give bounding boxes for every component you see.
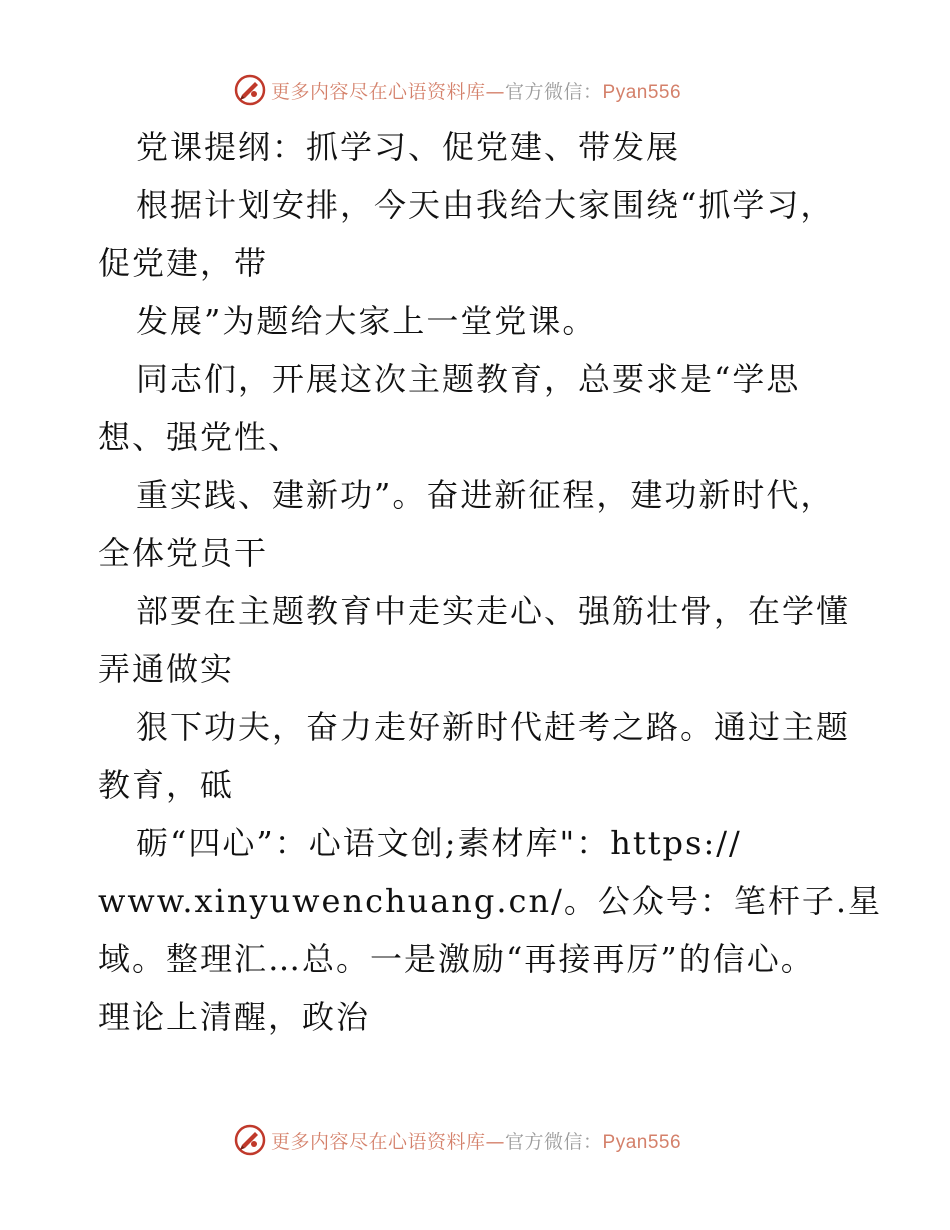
paragraph-line: 理论上清醒，政治 xyxy=(98,998,371,1036)
pen-seal-logo-icon xyxy=(233,73,267,107)
pen-seal-logo-icon xyxy=(233,1123,267,1157)
paragraph-line: www.xinyuwenchuang.cn/。公众号：笔杆子.星 xyxy=(98,882,883,920)
paragraph-line: 教育，砥 xyxy=(98,766,235,804)
paragraph-line: 狠下功夫，奋力走好新时代赶考之路。通过主题 xyxy=(136,708,851,746)
paragraph-line: 域。整理汇…总。一是激励“再接再厉”的信心。 xyxy=(98,940,815,978)
paragraph-line: 重实践、建新功”。奋进新征程，建功新时代， xyxy=(136,476,835,514)
paragraph-line: 发展”为题给大家上一堂党课。 xyxy=(136,302,597,340)
paragraph-line: 全体党员干 xyxy=(98,534,269,572)
banner-main: 更多内容尽在心语资料库— xyxy=(271,1130,506,1153)
paragraph-line: 砺“四心”：心语文创;素材库"：https:// xyxy=(136,824,742,862)
banner-main: 更多内容尽在心语资料库— xyxy=(271,80,506,103)
paragraph-line: 想、强党性、 xyxy=(98,418,303,456)
header-banner xyxy=(233,72,681,108)
paragraph-line: 部要在主题教育中走实走心、强筋壮骨，在学懂 xyxy=(136,592,851,630)
banner-wechat-id: Pyan556 xyxy=(602,81,682,103)
banner-wechat-label: 官方微信： xyxy=(505,80,603,103)
paragraph-line: 弄通做实 xyxy=(98,650,235,688)
paragraph-line: 根据计划安排，今天由我给大家围绕“抓学习， xyxy=(136,186,835,224)
banner-text xyxy=(271,1127,681,1154)
banner-text xyxy=(271,77,681,104)
paragraph-line: 促党建，带 xyxy=(98,244,269,282)
banner-wechat-label: 官方微信： xyxy=(505,1130,603,1153)
title-line: 党课提纲：抓学习、促党建、带发展 xyxy=(136,128,681,166)
footer-banner xyxy=(233,1122,681,1158)
paragraph-line: 同志们，开展这次主题教育，总要求是“学思 xyxy=(136,360,801,398)
banner-wechat-id: Pyan556 xyxy=(602,1131,682,1153)
